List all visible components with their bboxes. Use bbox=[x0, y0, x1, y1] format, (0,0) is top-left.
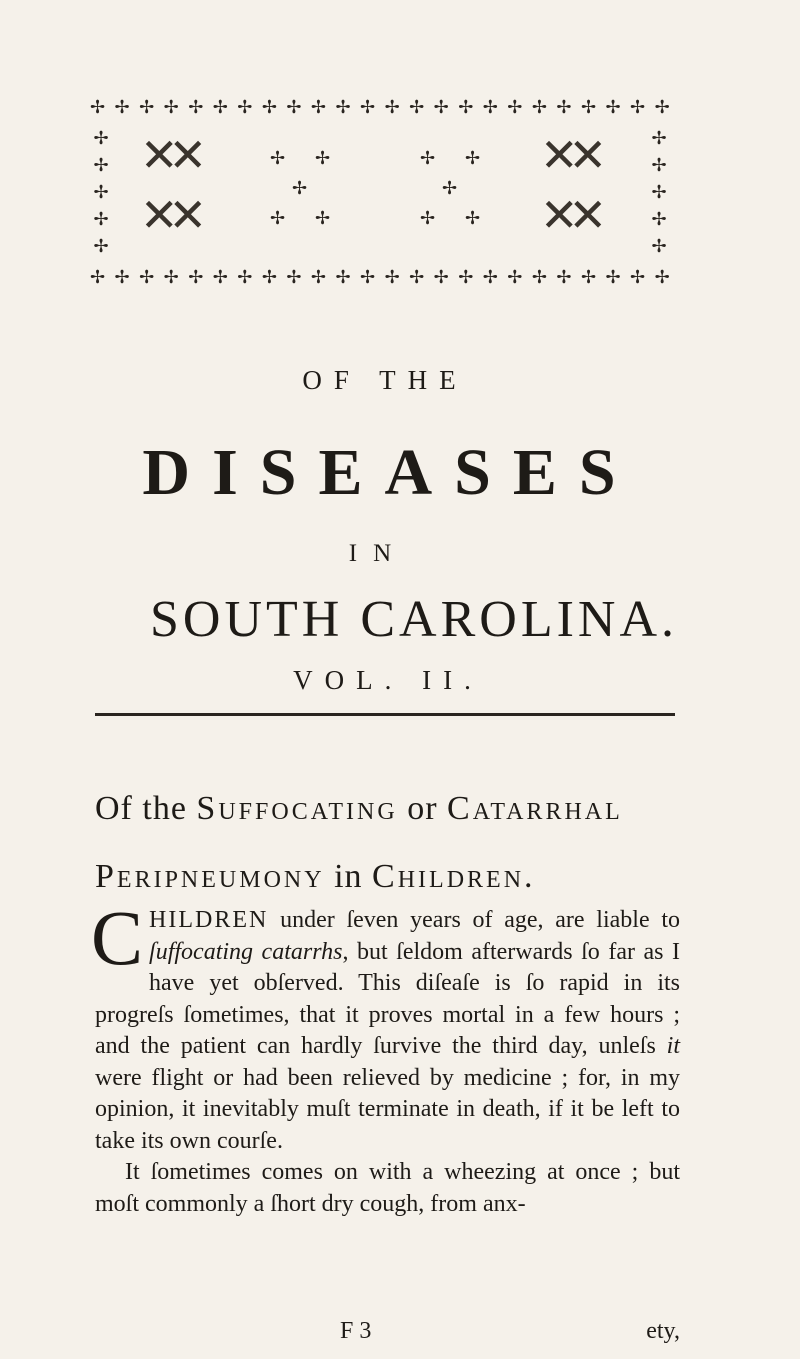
title-block bbox=[0, 365, 800, 695]
signature-mark: F 3 bbox=[340, 1318, 372, 1344]
ornament-border-bottom: ✢ ✢ ✢ ✢ ✢ ✢ ✢ ✢ ✢ ✢ ✢ ✢ ✢ ✢ ✢ ✢ ✢ ✢ ✢ ✢ ✢ ✢ ✢ ✢ bbox=[90, 267, 670, 288]
ornament-cross-icon: ✢ bbox=[420, 148, 436, 169]
title-of-the: OF THE bbox=[302, 365, 468, 395]
drop-cap: C bbox=[91, 894, 144, 981]
ornament-border-top: ✢ ✢ ✢ ✢ ✢ ✢ ✢ ✢ ✢ ✢ ✢ ✢ ✢ ✢ ✢ ✢ ✢ ✢ ✢ ✢ ✢ ✢ ✢ ✢ bbox=[90, 97, 670, 118]
chapter-heading bbox=[95, 775, 715, 911]
ornament-border-right: ✢ ✢ ✢ ✢ ✢ bbox=[651, 128, 667, 257]
ornament-saltire-icon: ✕✕ bbox=[140, 188, 198, 242]
title-diseases: DISEASES bbox=[142, 436, 638, 509]
section-divider-rule bbox=[95, 713, 675, 716]
title-place: SOUTH CAROLINA. bbox=[150, 591, 678, 648]
ornamental-headpiece bbox=[90, 90, 670, 295]
chapter-heading-line-2: Peripneumony in Children. bbox=[95, 858, 536, 895]
ornament-cross-icon: ✢ bbox=[465, 148, 481, 169]
ornament-saltire-icon: ✕✕ bbox=[540, 128, 598, 182]
paragraph-2: It ſometimes comes on with a wheezing at once ; but moſt commonly a ſhort dry cough, from anx- bbox=[95, 1159, 680, 1217]
ornament-cross-icon: ✢ bbox=[315, 208, 331, 229]
chapter-heading-line-1: Of the Suffocating or Catarrhal bbox=[95, 790, 623, 827]
ornament-cross-icon: ✢ bbox=[442, 178, 458, 199]
ornament-cross-icon: ✢ bbox=[292, 178, 308, 199]
body-text bbox=[91, 894, 680, 1220]
ornament-saltire-icon: ✕✕ bbox=[140, 128, 198, 182]
ornament-saltire-icon: ✕✕ bbox=[540, 188, 598, 242]
ornament-cross-icon: ✢ bbox=[270, 208, 286, 229]
paragraph-1: CHILDREN under ſeven years of age, are liable to ſuffocating catarrhs, but ſeldom afterwards ſo far as I have yet obſerved. This diſeaſe is ſo rapid in its progreſs ſometimes, that it proves mortal in a few hours ; and the patient can hardly ſurvive the third day, unleſs it were flight or had been relieved by medicine ; for, in my opinion, it inevitably muſt terminate in death, if it be left to take its own courſe. bbox=[91, 894, 680, 1154]
ornament-cross-icon: ✢ bbox=[315, 148, 331, 169]
ornament-cross-icon: ✢ bbox=[465, 208, 481, 229]
ornament-border-left: ✢ ✢ ✢ ✢ ✢ bbox=[93, 128, 109, 257]
catchword: ety, bbox=[646, 1318, 680, 1344]
title-volume: VOL. II. bbox=[293, 665, 483, 695]
ornament-cross-icon: ✢ bbox=[420, 208, 436, 229]
title-in: IN bbox=[348, 540, 408, 567]
ornament-cross-icon: ✢ bbox=[270, 148, 286, 169]
